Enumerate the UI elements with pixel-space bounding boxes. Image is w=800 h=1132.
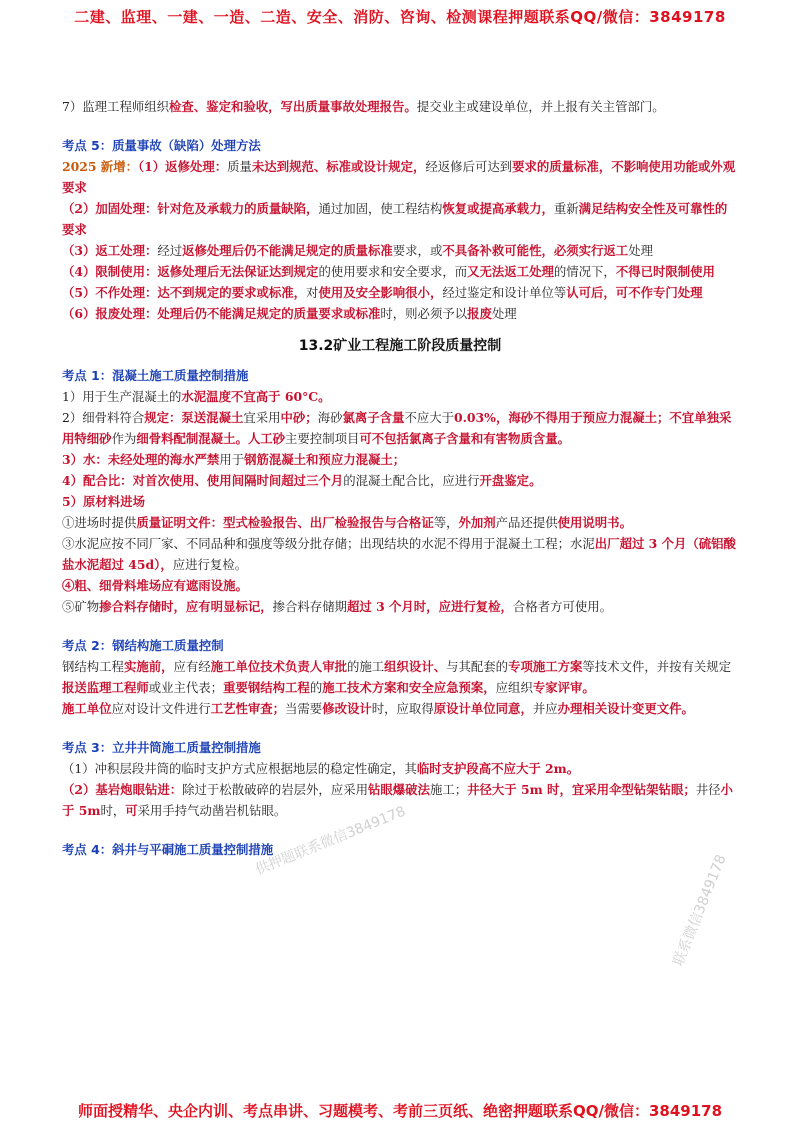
footer-banner: 师面授精华、央企内训、考点串讲、习题模考、考前三页纸、绝密押题联系QQ/微信：3849178 <box>77 1102 723 1120</box>
kp5-item-4: （4）限制使用：返修处理后无法保证达到规定的使用要求和安全要求，而又无法返工处理的情况下，不得已时限制使用 <box>62 264 715 279</box>
kp5-item-1: 2025 新增：（1）返修处理：质量未达到规范、标准或设计规定，经返修后可达到要求的质量标准，不影响使用功能或外观要求 <box>62 159 736 195</box>
kp1-item-4: 4）配合比：对首次使用、使用间隔时间超过三个月的混凝土配合比，应进行开盘鉴定。 <box>62 473 542 488</box>
kp5-item-5: （5）不作处理：达不到规定的要求或标准，对使用及安全影响很小，经过鉴定和设计单位等认可后，可不作专门处理 <box>62 285 703 300</box>
kp1-item-3: 3）水：未经处理的海水严禁用于钢筋混凝土和预应力混凝土； <box>62 452 406 467</box>
section-title: 13.2矿业工程施工阶段质量控制 <box>298 338 502 354</box>
item-7: 7）监理工程师组织检查、鉴定和验收，写出质量事故处理报告。提交业主或建设单位，并上报有关主管部门。 <box>62 99 665 114</box>
kp4-title: 考点 4：斜井与平硐施工质量控制措施 <box>62 842 274 857</box>
kp3-item-1: （1）冲积层段井筒的临时支护方式应根据地层的稳定性确定，其临时支护段高不应大于 2m。 <box>62 761 580 776</box>
kp5-item-6: （6）报废处理：处理后仍不能满足规定的质量要求或标准时，则必须予以报废处理 <box>62 306 517 321</box>
kp1-title: 考点 1：混凝土施工质量控制措施 <box>62 368 249 383</box>
watermark-1: 供押题联系微信3849178 <box>253 803 408 879</box>
kp1-item-2: 2）细骨料符合规定：泵送混凝土宜采用中砂；海砂氯离子含量不应大于0.03%，海砂不得用于预应力混凝土；不宜单独采用特细砂作为细骨料配制混凝土。人工砂主要控制项目可不包括氯离子含量和有害物质含量。 <box>62 410 732 446</box>
kp5-item-3: （3）返工处理：经过返修处理后仍不能满足规定的质量标准要求，或不具备补救可能性，必须实行返工处理 <box>62 243 653 258</box>
kp1-item-5: 5）原材料进场 <box>62 494 145 509</box>
kp5-item-2: （2）加固处理：针对危及承载力的质量缺陷，通过加固，使工程结构恢复或提高承载力，重新满足结构安全性及可靠性的要求 <box>62 201 728 237</box>
kp2-item-2: 施工单位应对设计文件进行工艺性审查；当需要修改设计时，应取得原设计单位同意，并应办理相关设计变更文件。 <box>62 701 694 716</box>
document-body <box>62 96 738 860</box>
watermark-2: 联系微信3849178 <box>670 852 730 969</box>
kp2-title: 考点 2：钢结构施工质量控制 <box>62 638 224 653</box>
kp3-item-2: （2）基岩炮眼钻进：除过于松散破碎的岩层外，应采用钻眼爆破法施工；井径大于 5m 时，宜采用伞型钻架钻眼；井径小于 5m时，可采用手持气动凿岩机钻眼。 <box>62 782 733 818</box>
kp1-item-6: ①进场时提供质量证明文件：型式检验报告、出厂检验报告与合格证等，外加剂产品还提供使用说明书。 <box>62 515 632 530</box>
kp1-item-8: ④粗、细骨料堆场应有遮雨设施。 <box>62 578 248 593</box>
kp2-item-1: 钢结构工程实施前，应有经施工单位技术负责人审批的施工组织设计、与其配套的专项施工方案等技术文件，并按有关规定报送监理工程师或业主代表；重要钢结构工程的施工技术方案和安全应急预案，应组织专家评审。 <box>62 659 732 695</box>
kp5-title: 考点 5：质量事故（缺陷）处理方法 <box>62 138 261 153</box>
kp1-item-1: 1）用于生产混凝土的水泥温度不宜高于 60°C。 <box>62 389 331 404</box>
kp1-item-9: ⑤矿物掺合料存储时，应有明显标记，掺合料存储期超过 3 个月时，应进行复检，合格者方可使用。 <box>62 599 613 614</box>
header-banner: 二建、监理、一建、一造、二造、安全、消防、咨询、检测课程押题联系QQ/微信：3849178 <box>74 8 726 26</box>
kp1-item-7: ③水泥应按不同厂家、不同品种和强度等级分批存储；出现结块的水泥不得用于混凝土工程；水泥出厂超过 3 个月（硫铝酸盐水泥超过 45d），应进行复检。 <box>62 536 736 572</box>
kp3-title: 考点 3：立井井筒施工质量控制措施 <box>62 740 261 755</box>
